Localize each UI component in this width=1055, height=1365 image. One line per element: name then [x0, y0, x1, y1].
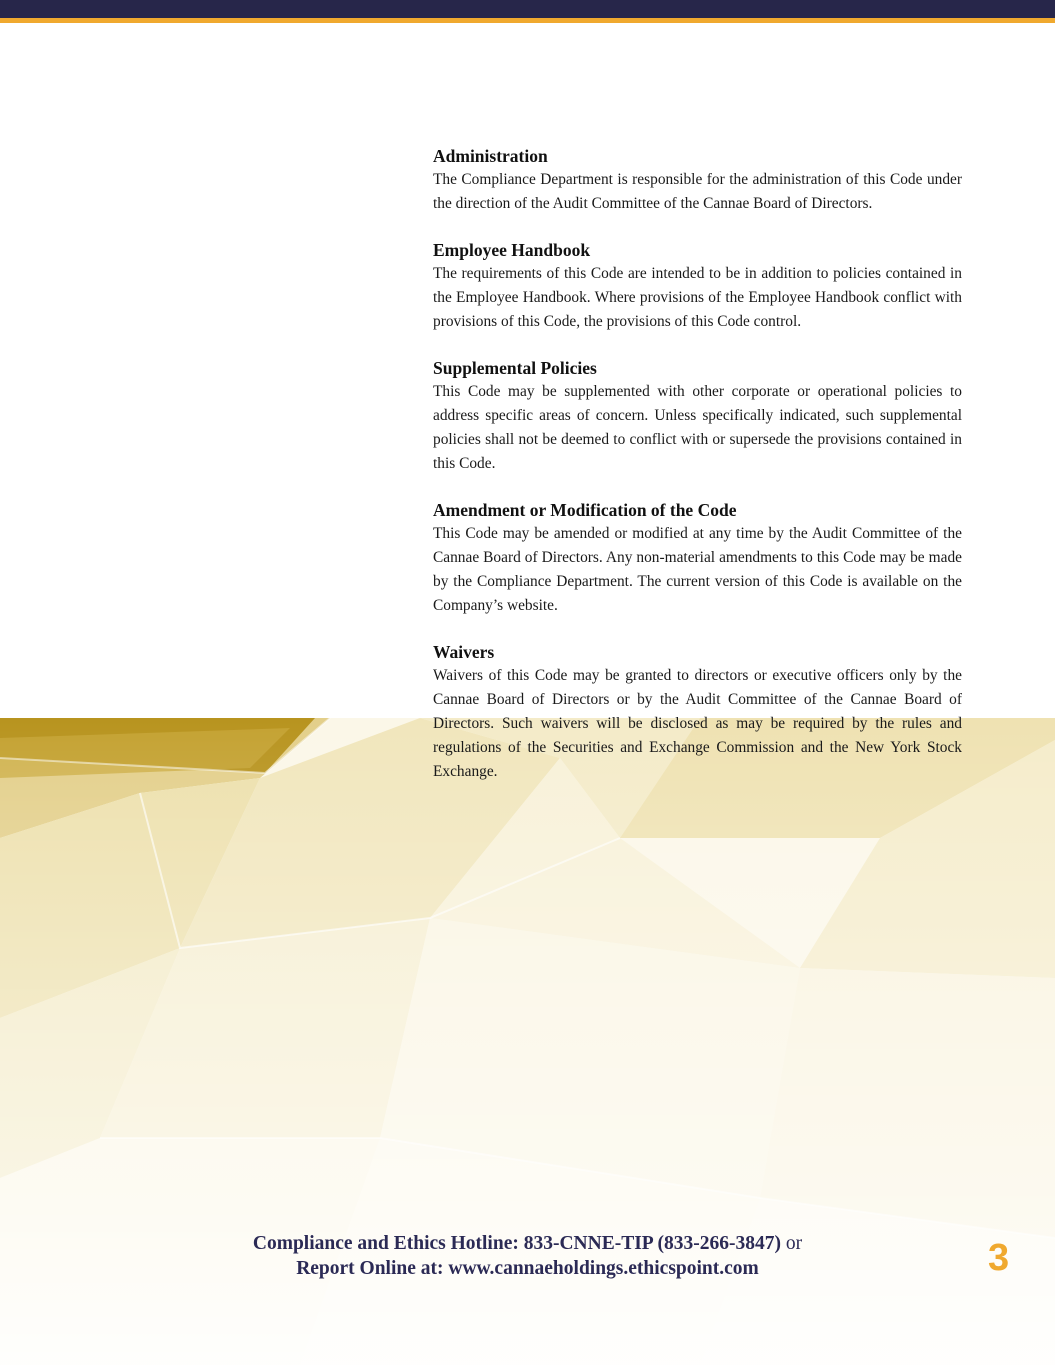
section-heading: Waivers — [433, 642, 495, 662]
hotline-text: Compliance and Ethics Hotline: 833-CNNE-TIP (833-266-3847) — [252, 1233, 781, 1254]
footer-hotline-line — [160, 1231, 895, 1256]
report-online-link[interactable]: Report Online at: www.cannaeholdings.ethicspoint.com — [296, 1258, 759, 1279]
section-amendment — [433, 498, 962, 618]
section-employee-handbook — [433, 238, 962, 334]
section-body: The requirements of this Code are intended to be in addition to policies contained in the Employee Handbook. Where provisions of the Employee Handbook conflict with provisions of this Code, the provisions of this Code control. — [433, 265, 962, 330]
page-number: 3 — [988, 1237, 1010, 1279]
code-content — [433, 144, 962, 806]
section-heading: Amendment or Modification of the Code — [433, 500, 737, 520]
section-heading: Employee Handbook — [433, 240, 591, 260]
section-body: This Code may be amended or modified at any time by the Audit Committee of the Cannae Board of Directors. Any non-material amendments to this Code may be made by the Compliance Department. The current version of this Code is available on the Company’s website. — [433, 525, 962, 614]
header-bar — [0, 0, 1055, 18]
section-body: The Compliance Department is responsible for the administration of this Code under the direction of the Audit Committee of the Cannae Board of Directors. — [433, 171, 962, 212]
header-accent-stripe — [0, 18, 1055, 23]
section-heading: Supplemental Policies — [433, 358, 597, 378]
footer-or: or — [781, 1233, 803, 1254]
section-body: This Code may be supplemented with other corporate or operational policies to address specific areas of concern. Unless specifically indicated, such supplemental policies shall not be deemed to conflict with or supersede the provisions contained in this Code. — [433, 383, 962, 472]
section-waivers — [433, 640, 962, 784]
section-supplemental-policies — [433, 356, 962, 476]
footer-contact — [160, 1231, 895, 1281]
section-body: Waivers of this Code may be granted to directors or executive officers only by the Cannae Board of Directors or by the Audit Committee of the Cannae Board of Directors. Such waivers will be disclosed as may be required by the rules and regulations of the Securities and Exchange Commission and the New York Stock Exchange. — [433, 667, 962, 780]
section-administration — [433, 144, 962, 216]
section-heading: Administration — [433, 146, 548, 166]
